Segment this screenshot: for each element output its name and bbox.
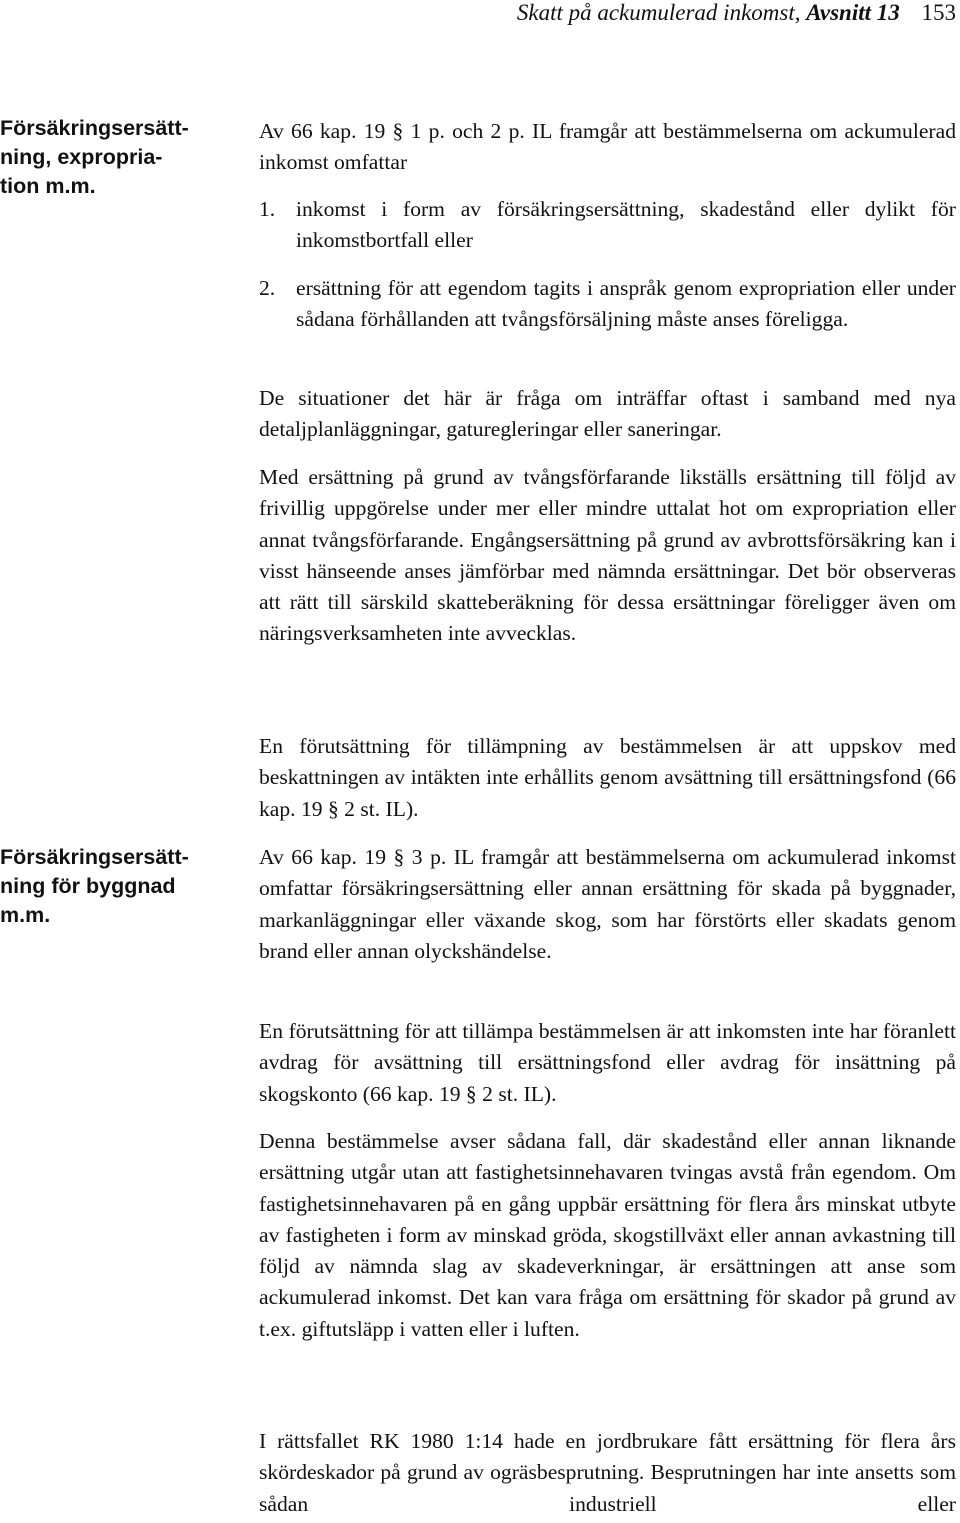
paragraph-text: I rättsfallet RK 1980 1:14 hade en jordbrukare fått ersättning för flera års skördeskador på grund av ogräsbesprutning. Besprutningen har inte ansetts som sådan industriell eller xyxy=(259,1429,956,1516)
list-number: 1. xyxy=(259,197,276,221)
paragraph-coercion xyxy=(259,462,956,650)
list-item-1 xyxy=(259,194,956,257)
paragraph-building xyxy=(259,842,956,967)
paragraph-case-law xyxy=(259,1426,956,1520)
header-section: Avsnitt 13 xyxy=(806,0,900,25)
margin-note-expropriation xyxy=(0,114,225,201)
margin-note-building xyxy=(0,843,225,930)
paragraph-damages xyxy=(259,1126,956,1345)
running-header xyxy=(517,2,956,24)
paragraph-text: De situationer det här är fråga om inträffar oftast i samband med nya detaljplanläggningar, gaturegleringar eller saneringar. xyxy=(259,386,956,442)
intro-block xyxy=(259,116,956,179)
list-number: 2. xyxy=(259,276,276,300)
paragraph-text: Av 66 kap. 19 § 3 p. IL framgår att bestämmelserna om ackumulerad inkomst omfattar försäkringsersättning eller annan ersättning för skada på byggnader, markanläggningar eller växande skog, som har förstörts eller skadats genom brand eller annan olyckshändelse. xyxy=(259,845,956,963)
paragraph-text: Denna bestämmelse avser sådana fall, där skadestånd eller annan liknande ersättning utgår utan att fastighetsinnehavaren tvingas avstå från egendom. Om fastighetsinnehavaren på en gång uppbär ersättning för flera års minskat utbyte av fastigheten i form av minskad gröda, skogstillväxt eller annan avkastning till följd av nämnda slag av skadeverkningar, är ersättningen att anse som ackumulerad inkomst. Det kan vara fråga om ersättning för skador på grund av t.ex. giftutsläpp i vatten eller i luften. xyxy=(259,1129,956,1341)
paragraph-prerequisite-2 xyxy=(259,1016,956,1110)
intro-paragraph: Av 66 kap. 19 § 1 p. och 2 p. IL framgår att bestämmelserna om ackumulerad inkomst omfattar xyxy=(259,119,956,175)
margin-note-line: tion m.m. xyxy=(0,174,96,198)
margin-note-line: ning för byggnad xyxy=(0,874,176,898)
paragraph-prerequisite xyxy=(259,731,956,825)
margin-note-line: Försäkringsersätt- xyxy=(0,116,189,140)
paragraph-situations xyxy=(259,383,956,446)
list-text: ersättning för att egendom tagits i anspråk genom expropriation eller under sådana förhållanden att tvångsförsäljning måste anses föreligga. xyxy=(296,276,956,332)
page-number: 153 xyxy=(921,0,956,25)
list-item-2 xyxy=(259,273,956,336)
margin-note-line: m.m. xyxy=(0,903,51,927)
paragraph-text: Med ersättning på grund av tvångsförfarande likställs ersättning till följd av frivillig uppgörelse under mer eller mindre uttalat hot om expropriation eller annat tvångsförfarande. Engångsersättning på grund av avbrottsförsäkring kan i visst hänseende anses jämförbar med nämnda ersättningar. Det bör observeras att rätt till särskild skatteberäkning för dessa ersättningar föreligger även om näringsverksamheten inte avvecklas. xyxy=(259,465,956,646)
header-title: Skatt på ackumulerad inkomst, xyxy=(516,0,801,25)
paragraph-text: En förutsättning för tillämpning av bestämmelsen är att uppskov med beskattningen av intäkten inte erhållits genom avsättning till ersättningsfond (66 kap. 19 § 2 st. IL). xyxy=(259,734,956,821)
margin-note-line: Försäkringsersätt- xyxy=(0,845,189,869)
paragraph-text: En förutsättning för att tillämpa bestämmelsen är att inkomsten inte har föranlett avdrag för avsättning till ersättningsfond eller avdrag för insättning på skogskonto (66 kap. 19 § 2 st. IL). xyxy=(259,1019,956,1106)
margin-note-line: ning, expropria- xyxy=(0,145,163,169)
list-text: inkomst i form av försäkringsersättning, skadestånd eller dylikt för inkomstbortfall eller xyxy=(296,197,956,253)
